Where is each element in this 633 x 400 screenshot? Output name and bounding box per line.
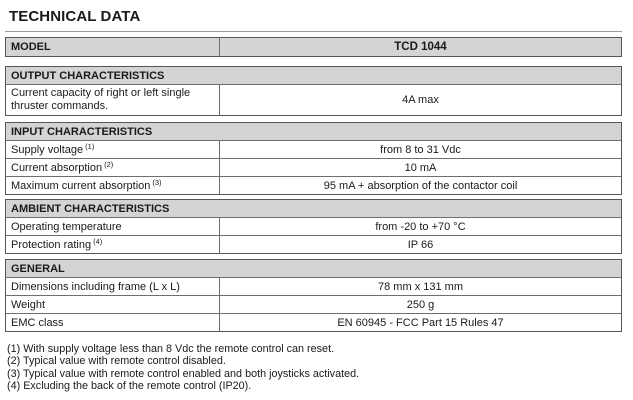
row-value: EN 60945 - FCC Part 15 Rules 47	[337, 316, 504, 329]
section-header	[6, 260, 621, 277]
row-value: 10 mA	[404, 161, 437, 174]
row-value: 4A max	[402, 94, 439, 106]
general-table	[5, 259, 622, 332]
row-value: 78 mm x 131 mm	[378, 280, 463, 293]
footnote: (3) Typical value with remote control enabled and both joysticks activated.	[7, 367, 360, 380]
table-row	[6, 277, 621, 295]
title-divider	[5, 31, 622, 32]
row-value: IP 66	[407, 238, 434, 251]
row-label: Maximum current absorption $^{(3)}$	[6, 177, 220, 194]
table-row	[6, 140, 621, 158]
footnote-ref: (3)	[152, 178, 162, 187]
row-label: Current absorption $^{(2)}$	[6, 159, 220, 176]
row-value: 95 mA + absorption of the contactor coil	[323, 179, 518, 192]
section-title: GENERAL	[11, 262, 65, 275]
section-title: OUTPUT CHARACTERISTICS	[11, 69, 165, 82]
section-title: INPUT CHARACTERISTICS	[11, 125, 153, 138]
table-row	[6, 313, 621, 331]
footnote: (1) With supply voltage less than 8 Vdc the remote control can reset.	[7, 343, 335, 355]
row-label: Weight	[6, 296, 220, 313]
section-title: AMBIENT CHARACTERISTICS	[11, 202, 170, 215]
model-value: TCD 1044	[394, 41, 447, 53]
model-header-table	[5, 37, 622, 57]
footnote-ref: (1)	[85, 142, 95, 151]
output-characteristics-table	[5, 66, 622, 116]
model-label: MODEL	[6, 38, 220, 56]
section-header	[6, 67, 621, 84]
table-row	[6, 176, 621, 194]
footnote: (2) Typical value with remote control disabled.	[7, 355, 226, 368]
table-row	[6, 158, 621, 176]
section-header	[6, 123, 621, 140]
table-row	[6, 217, 621, 235]
row-value: from -20 to +70 °C	[375, 220, 466, 233]
section-header	[6, 200, 621, 217]
row-label: Operating temperature	[6, 218, 220, 235]
row-value: from 8 to 31 Vdc	[380, 143, 461, 156]
page-title: TECHNICAL DATA	[9, 8, 141, 25]
row-value: 250 g	[406, 298, 435, 311]
footnote: (4) Excluding the back of the remote control (IP20).	[7, 380, 252, 393]
row-label: Dimensions including frame (L x L)	[6, 278, 220, 295]
ambient-characteristics-table	[5, 199, 622, 254]
input-characteristics-table	[5, 122, 622, 195]
table-row	[6, 235, 621, 253]
row-label: EMC class	[6, 314, 220, 331]
row-label: Current capacity of right or left single thruster commands.	[6, 85, 220, 115]
row-label: Protection rating $^{(4)}$	[6, 236, 220, 253]
table-row	[6, 295, 621, 313]
footnotes	[7, 343, 359, 393]
footnote-ref: (4)	[93, 237, 103, 246]
table-row	[6, 84, 621, 115]
footnote-ref: (2)	[104, 160, 114, 169]
row-label: Supply voltage $^{(1)}$	[6, 141, 220, 158]
model-row	[6, 38, 621, 56]
